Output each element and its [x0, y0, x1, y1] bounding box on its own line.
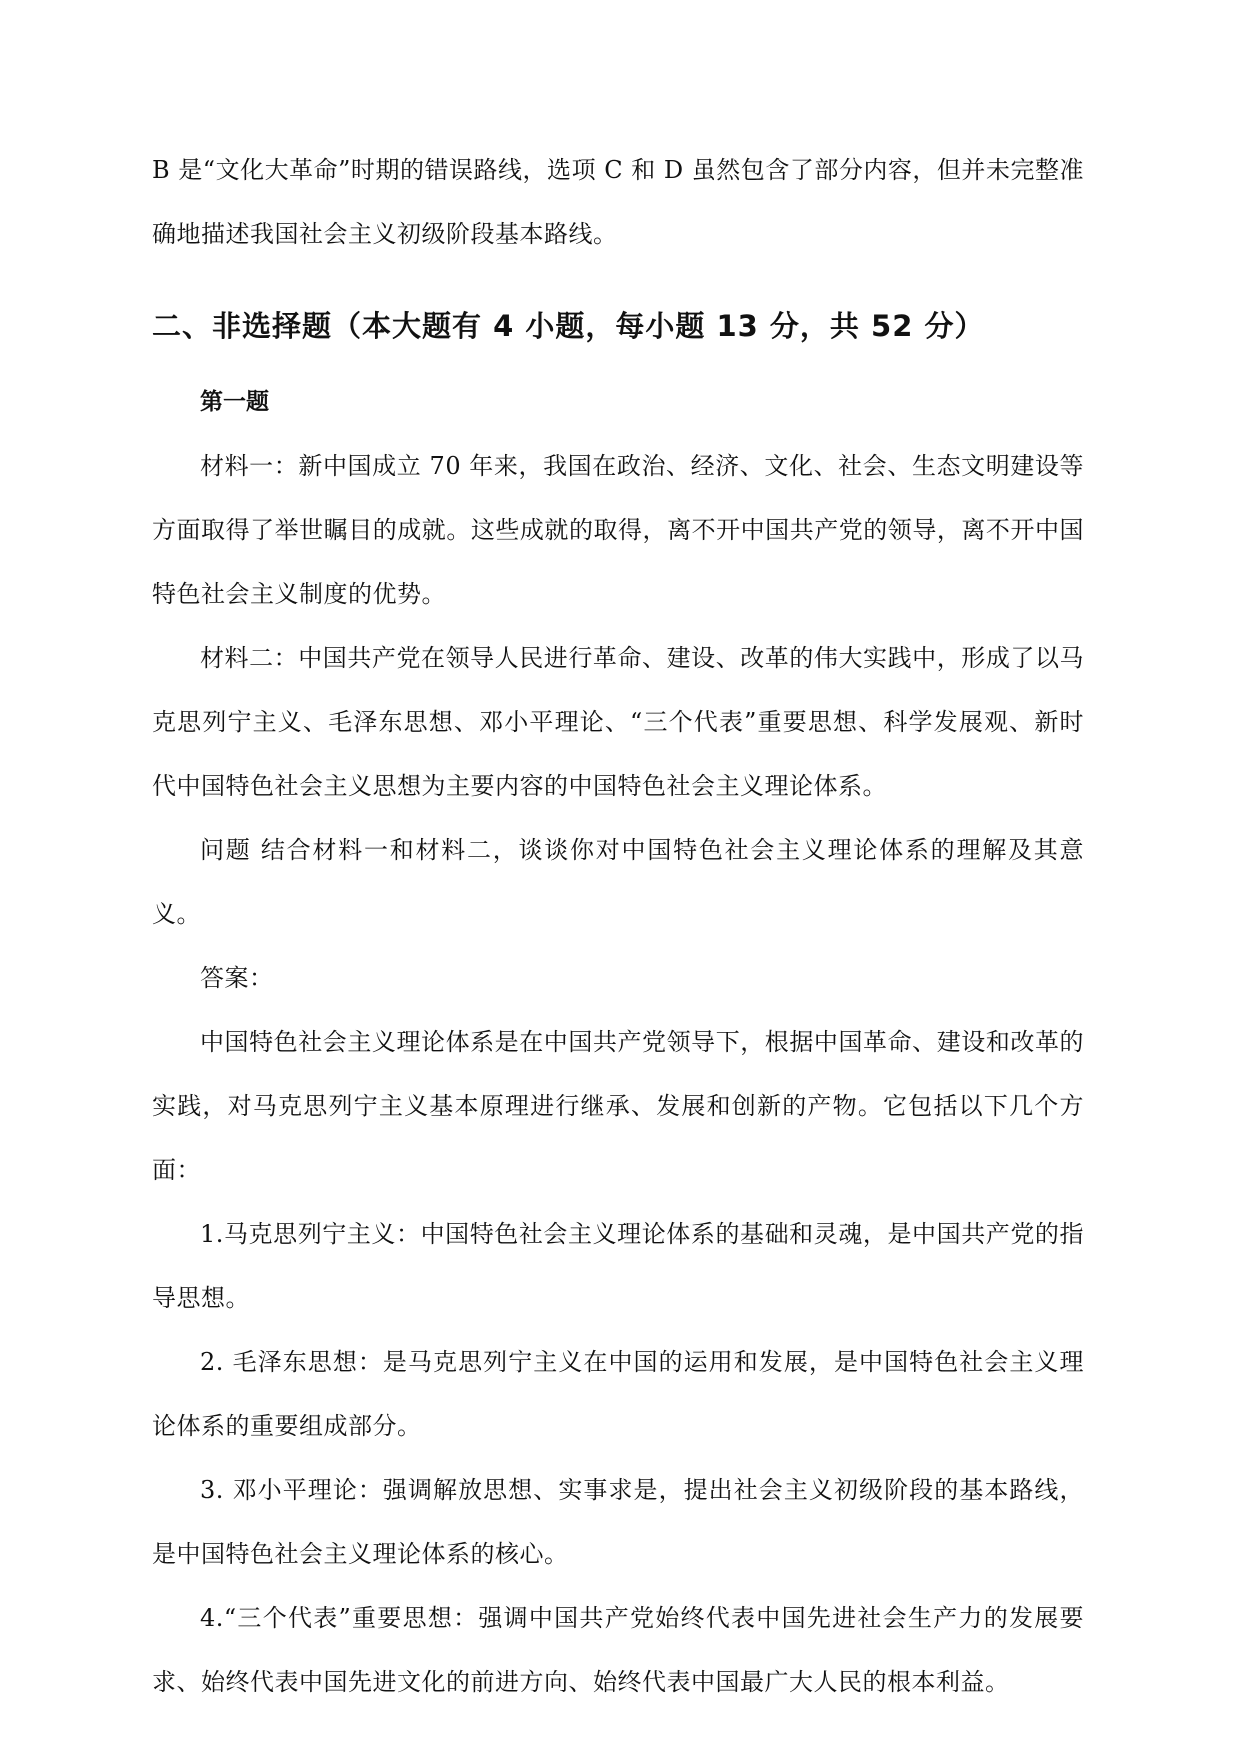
question-title: 第一题: [200, 389, 269, 415]
material-one-paragraph: 材料一：新中国成立 70 年来，我国在政治、经济、文化、社会、生态文明建设等方面取得了举世瞩目的成就。这些成就的取得，离不开中国共产党的领导，离不开中国特色社会主义制度的优势。: [152, 452, 1084, 608]
answer-point-1: 1.马克思列宁主义：中国特色社会主义理论体系的基础和灵魂，是中国共产党的指导思想。: [152, 1220, 1084, 1312]
section-heading: 二、非选择题（本大题有 4 小题，每小题 13 分，共 52 分）: [152, 309, 985, 343]
document-content: [152, 138, 1084, 1714]
material-two-paragraph: 材料二：中国共产党在领导人民进行革命、建设、改革的伟大实践中，形成了以马克思列宁主义、毛泽东思想、邓小平理论、“三个代表”重要思想、科学发展观、新时代中国特色社会主义思想为主要内容的中国特色社会主义理论体系。: [152, 644, 1084, 800]
question-paragraph: 问题 结合材料一和材料二，谈谈你对中国特色社会主义理论体系的理解及其意义。: [152, 836, 1084, 928]
answer-point-2: 2. 毛泽东思想：是马克思列宁主义在中国的运用和发展，是中国特色社会主义理论体系的重要组成部分。: [152, 1348, 1084, 1440]
answer-intro-paragraph: 中国特色社会主义理论体系是在中国共产党领导下，根据中国革命、建设和改革的实践，对马克思列宁主义基本原理进行继承、发展和创新的产物。它包括以下几个方面：: [152, 1028, 1084, 1184]
answer-label: 答案：: [200, 964, 274, 992]
continuation-paragraph: B 是“文化大革命”时期的错误路线，选项 C 和 D 虽然包含了部分内容，但并未完整准确地描述我国社会主义初级阶段基本路线。: [152, 156, 1084, 248]
answer-point-3: 3. 邓小平理论：强调解放思想、实事求是，提出社会主义初级阶段的基本路线，是中国特色社会主义理论体系的核心。: [152, 1476, 1084, 1568]
answer-point-4: 4.“三个代表”重要思想：强调中国共产党始终代表中国先进社会生产力的发展要求、始终代表中国先进文化的前进方向、始终代表中国最广大人民的根本利益。: [152, 1604, 1084, 1696]
